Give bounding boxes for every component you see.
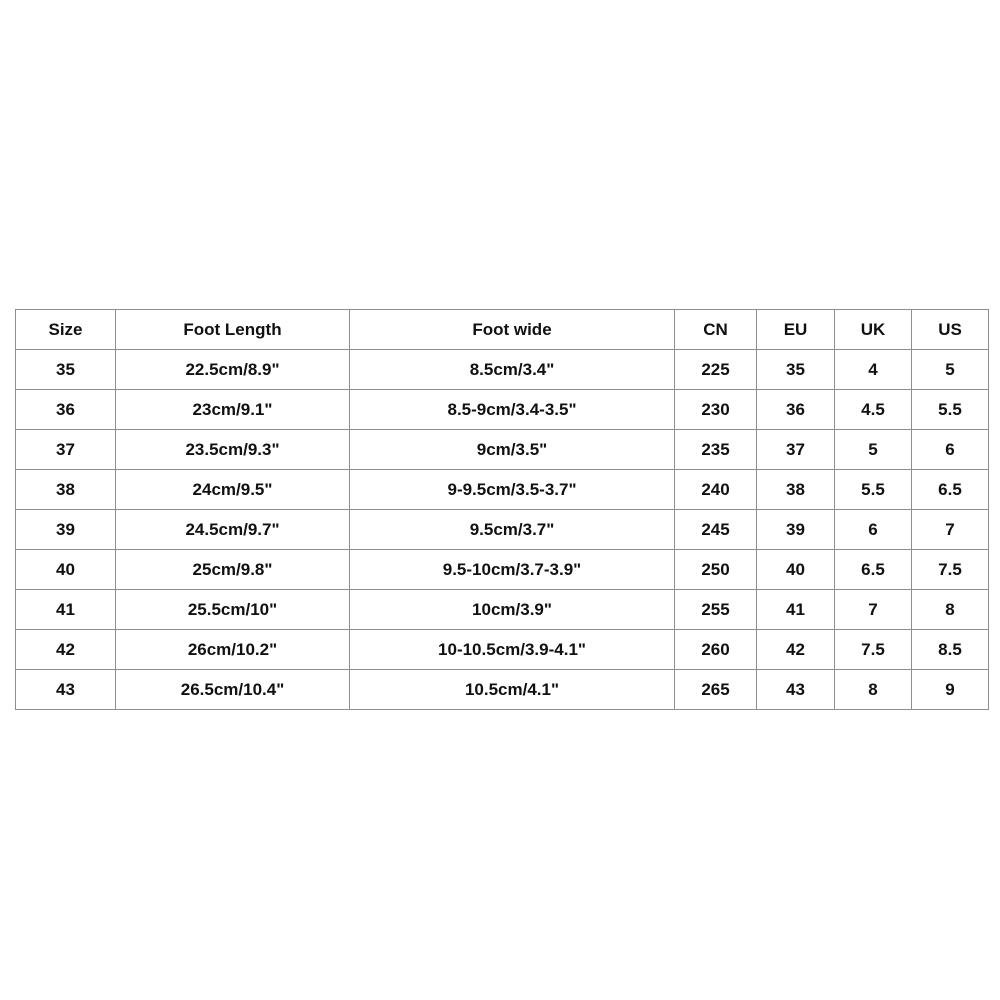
- header-us: US: [912, 310, 989, 350]
- cell-us: 6.5: [912, 470, 989, 510]
- header-cn: CN: [675, 310, 757, 350]
- cell-uk: 5: [835, 430, 912, 470]
- cell-eu: 36: [757, 390, 835, 430]
- cell-size: 36: [16, 390, 116, 430]
- cell-eu: 43: [757, 670, 835, 710]
- cell-cn: 255: [675, 590, 757, 630]
- cell-foot-length: 26.5cm/10.4": [116, 670, 350, 710]
- cell-uk: 8: [835, 670, 912, 710]
- cell-us: 5.5: [912, 390, 989, 430]
- cell-foot-wide: 8.5cm/3.4": [350, 350, 675, 390]
- table-row: [16, 510, 989, 550]
- cell-eu: 42: [757, 630, 835, 670]
- header-foot-wide: Foot wide: [350, 310, 675, 350]
- cell-uk: 7: [835, 590, 912, 630]
- cell-cn: 260: [675, 630, 757, 670]
- cell-size: 42: [16, 630, 116, 670]
- cell-cn: 250: [675, 550, 757, 590]
- cell-us: 5: [912, 350, 989, 390]
- cell-foot-wide: 10-10.5cm/3.9-4.1": [350, 630, 675, 670]
- cell-size: 35: [16, 350, 116, 390]
- cell-foot-length: 25.5cm/10": [116, 590, 350, 630]
- cell-us: 8.5: [912, 630, 989, 670]
- cell-cn: 225: [675, 350, 757, 390]
- cell-size: 38: [16, 470, 116, 510]
- cell-cn: 235: [675, 430, 757, 470]
- table-row: [16, 390, 989, 430]
- size-chart-table: [15, 309, 989, 710]
- cell-foot-wide: 9-9.5cm/3.5-3.7": [350, 470, 675, 510]
- cell-foot-wide: 9.5cm/3.7": [350, 510, 675, 550]
- cell-foot-length: 25cm/9.8": [116, 550, 350, 590]
- cell-foot-wide: 9.5-10cm/3.7-3.9": [350, 550, 675, 590]
- header-uk: UK: [835, 310, 912, 350]
- cell-foot-length: 24.5cm/9.7": [116, 510, 350, 550]
- table-row: [16, 350, 989, 390]
- cell-cn: 240: [675, 470, 757, 510]
- cell-eu: 38: [757, 470, 835, 510]
- cell-size: 39: [16, 510, 116, 550]
- cell-size: 41: [16, 590, 116, 630]
- cell-uk: 7.5: [835, 630, 912, 670]
- cell-foot-length: 26cm/10.2": [116, 630, 350, 670]
- cell-foot-wide: 9cm/3.5": [350, 430, 675, 470]
- cell-us: 9: [912, 670, 989, 710]
- cell-cn: 265: [675, 670, 757, 710]
- cell-cn: 245: [675, 510, 757, 550]
- table-row: [16, 590, 989, 630]
- cell-cn: 230: [675, 390, 757, 430]
- header-eu: EU: [757, 310, 835, 350]
- table-row: [16, 470, 989, 510]
- cell-uk: 4: [835, 350, 912, 390]
- cell-us: 7.5: [912, 550, 989, 590]
- cell-us: 6: [912, 430, 989, 470]
- cell-uk: 5.5: [835, 470, 912, 510]
- table-row: [16, 630, 989, 670]
- cell-eu: 39: [757, 510, 835, 550]
- cell-foot-length: 22.5cm/8.9": [116, 350, 350, 390]
- cell-foot-wide: 10.5cm/4.1": [350, 670, 675, 710]
- table-header-row: [16, 310, 989, 350]
- cell-foot-wide: 8.5-9cm/3.4-3.5": [350, 390, 675, 430]
- header-foot-length: Foot Length: [116, 310, 350, 350]
- cell-size: 40: [16, 550, 116, 590]
- cell-uk: 6.5: [835, 550, 912, 590]
- cell-eu: 40: [757, 550, 835, 590]
- cell-eu: 41: [757, 590, 835, 630]
- cell-foot-length: 23cm/9.1": [116, 390, 350, 430]
- cell-size: 37: [16, 430, 116, 470]
- cell-us: 8: [912, 590, 989, 630]
- table-row: [16, 670, 989, 710]
- header-size: Size: [16, 310, 116, 350]
- cell-foot-wide: 10cm/3.9": [350, 590, 675, 630]
- cell-eu: 37: [757, 430, 835, 470]
- table-row: [16, 430, 989, 470]
- cell-foot-length: 24cm/9.5": [116, 470, 350, 510]
- cell-uk: 6: [835, 510, 912, 550]
- cell-us: 7: [912, 510, 989, 550]
- cell-foot-length: 23.5cm/9.3": [116, 430, 350, 470]
- cell-size: 43: [16, 670, 116, 710]
- cell-eu: 35: [757, 350, 835, 390]
- cell-uk: 4.5: [835, 390, 912, 430]
- table-row: [16, 550, 989, 590]
